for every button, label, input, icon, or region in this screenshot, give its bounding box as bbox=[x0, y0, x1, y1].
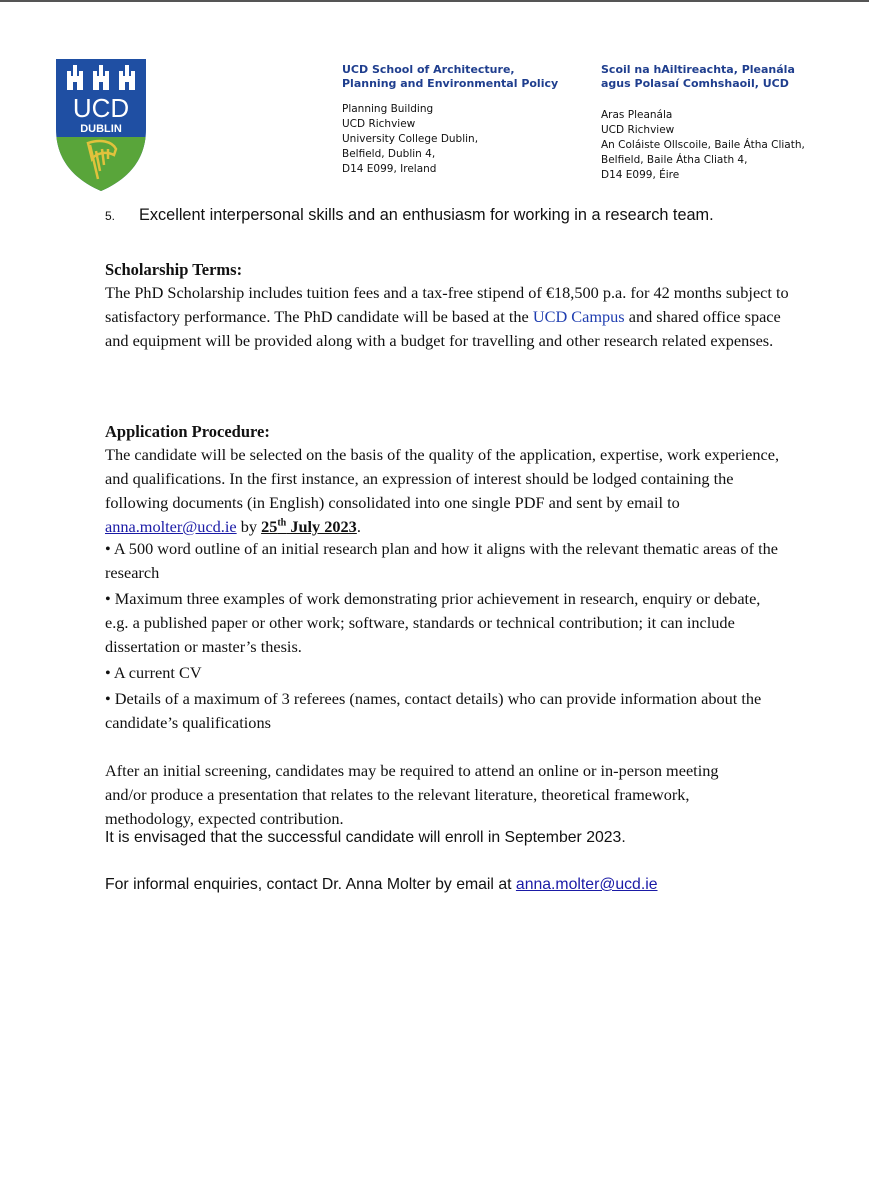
ucd-campus-link[interactable]: UCD Campus bbox=[532, 307, 625, 326]
address-english: Planning Building UCD Richview University College Dublin, Belfield, Dublin 4, D14 E099, Ireland bbox=[342, 103, 479, 175]
scholarship-terms-paragraph: The PhD Scholarship includes tuition fees and a tax-free stipend of €18,500 p.a. for 42 months subject to satisfactory performance. The PhD candidate will be based at the UCD Campus and shared office space and equipment will be provided along with a budget for travelling and other research related expenses. bbox=[105, 283, 789, 350]
school-name-irish: Scoil na hAiltireachta, Pleanála agus Polasaí Comhshaoil, UCD bbox=[601, 63, 795, 90]
header-english bbox=[342, 63, 558, 177]
scholarship-terms-heading: Scholarship Terms: bbox=[105, 260, 243, 279]
informal-enquiries: For informal enquiries, contact Dr. Anna Molter by email at anna.molter@ucd.ie bbox=[105, 876, 658, 893]
bullet-work-examples: • Maximum three examples of work demonstrating prior achievement in research, enquiry or debate, e.g. a published paper or other work; software, standards or technical contribution; it can include dissertation or master’s thesis. bbox=[105, 589, 761, 656]
logo-text-dublin: DUBLIN bbox=[80, 123, 122, 135]
logo-text-ucd: UCD bbox=[72, 93, 130, 123]
top-border-line bbox=[0, 0, 869, 2]
header-irish bbox=[601, 63, 805, 183]
application-procedure-heading: Application Procedure: bbox=[105, 422, 270, 441]
ucd-crest-logo bbox=[56, 59, 146, 191]
application-email-link[interactable]: anna.molter@ucd.ie bbox=[105, 517, 237, 536]
bullet-research-plan: • A 500 word outline of an initial research plan and how it aligns with the relevant thematic areas of the research bbox=[105, 539, 779, 582]
screening-paragraph: After an initial screening, candidates may be required to attend an online or in-person meeting and/or produce a presentation that relates to the relevant literature, theoretical framework, methodology, expected contribution. bbox=[105, 761, 719, 828]
enrollment-note: It is envisaged that the successful candidate will enroll in September 2023. bbox=[105, 829, 626, 846]
application-procedure-paragraph: The candidate will be selected on the basis of the quality of the application, expertise, work experience, and qualifications. In the first instance, an expression of interest should be lodged containing the following documents (in English) consolidated into one single PDF and sent by email to anna.molter@ucd.ie by 25th July 2023. bbox=[105, 445, 780, 536]
enquiries-email-link[interactable]: anna.molter@ucd.ie bbox=[515, 876, 658, 893]
requirement-item-5: 5. Excellent interpersonal skills and an enthusiasm for working in a research team. bbox=[105, 206, 714, 224]
address-irish: Aras Pleanála UCD Richview An Coláiste Ollscoile, Baile Átha Cliath, Belfield, Baile Átha Cliath 4, D14 E099, Éire bbox=[601, 109, 805, 181]
deadline-date: 25th July 2023 bbox=[261, 517, 357, 536]
bullet-referees: • Details of a maximum of 3 referees (names, contact details) who can provide information about the candidate’s qualifications bbox=[105, 689, 762, 732]
bullet-cv: • A current CV bbox=[105, 663, 202, 682]
school-name-english: UCD School of Architecture, Planning and Environmental Policy bbox=[342, 63, 559, 90]
